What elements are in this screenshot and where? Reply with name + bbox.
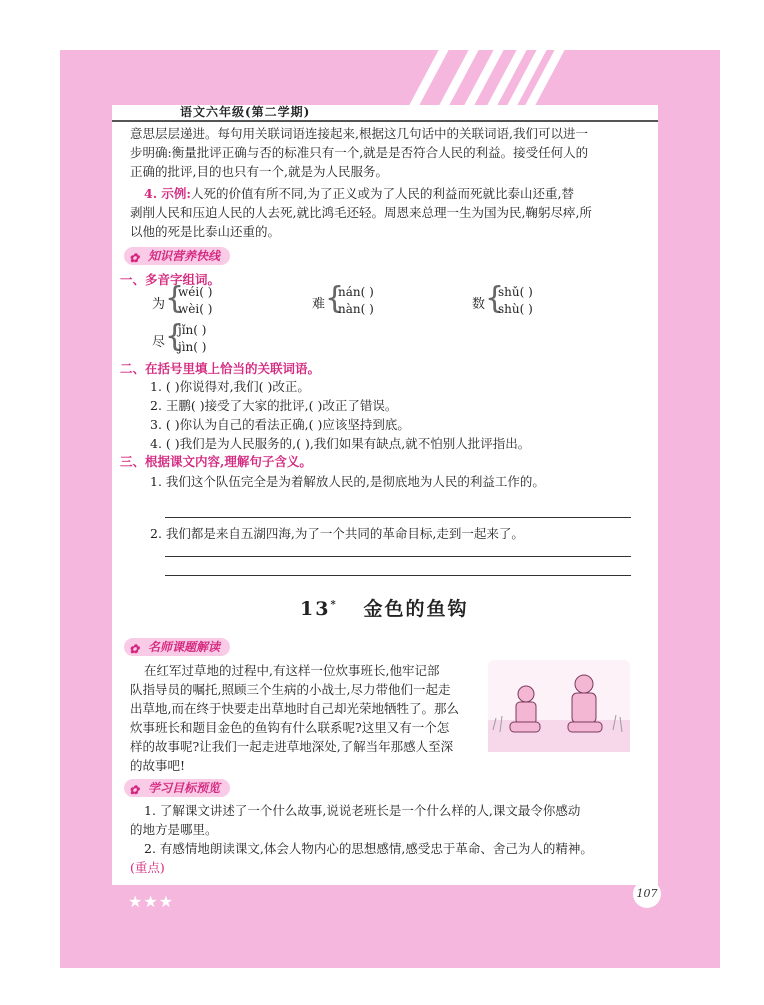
flower-icon: ✿ (129, 642, 140, 656)
page-number: 107 (633, 880, 661, 908)
poly-char-nan: 难 (312, 297, 326, 312)
soldiers-illustration (488, 660, 630, 752)
exercise-3-heading: 三、根据课文内容,理解句子含义。 (120, 454, 312, 469)
brace-icon: { (325, 281, 345, 316)
poly-char-shu: 数 (472, 297, 486, 312)
flower-icon: ✿ (129, 783, 140, 797)
exercise-1-heading: 一、多音字组词。 (120, 272, 221, 287)
fill-item: 4. ( )我们是为人民服务的,( ),我们如果有缺点,就不怕别人批评指出。 (150, 436, 531, 451)
answer-paragraph-4: 4. 示例:人死的价值有所不同,为了正义或为了人民的利益而死就比泰山还重,替 剥削人民和压迫人民的人去死,就比鸿毛还轻。周恩来总理一生为国为民,鞠躬尽瘁,所 以他的死是比泰山还重的。 (130, 186, 592, 239)
section-tag-goals: ✿ 学习目标预览 (124, 779, 230, 797)
running-header: 语文六年级(第二学期) (180, 105, 311, 119)
answer-line (165, 517, 631, 518)
brace-icon: { (165, 281, 185, 316)
exercise-2-heading: 二、在括号里填上恰当的关联词语。 (120, 361, 321, 376)
goals-paragraph: 1. 了解课文讲述了一个什么故事,说说老班长是一个什么样的人,课文最令你感动 的地方是哪里。 2. 有感情地朗读课文,体会人物内心的思想感情,感受忠于革命、舍己为人的精神。 (重点) (130, 803, 593, 875)
poly-reading-nan: nán( ) nàn( ) (338, 285, 374, 316)
fill-item: 2. 王鹏( )接受了大家的批评,( )改正了错误。 (150, 398, 398, 413)
brace-icon: { (485, 281, 505, 316)
decorative-stripes (380, 50, 720, 110)
poly-char-jin: 尽 (152, 335, 166, 350)
answer-line (165, 556, 631, 557)
fill-item: 1. ( )你说得对,我们( )改正。 (150, 379, 310, 394)
header-rule (112, 120, 658, 122)
answer-line (165, 575, 631, 576)
question-1: 1. 我们这个队伍完全是为着解放人民的,是彻底地为人民的利益工作的。 (150, 474, 545, 489)
poly-reading-wei: wéi( ) wèi( ) (178, 285, 213, 316)
difficulty-stars: ★★★ (128, 892, 175, 911)
intro-paragraph: 在红军过草地的过程中,有这样一位炊事班长,他牢记部 队指导员的嘱托,照顾三个生病的小战士,尽力带他们一起走 出草地,而在终于快要走出草地时自己却光荣地牺牲了。那么 炊事班长和题目金色的鱼钩有什么联系呢?这里又有一个怎 样的故事呢?让我们一起走进草地深处,了解当年那感人至深 的故事吧! (130, 663, 459, 773)
question-2: 2. 我们都是来自五湖四海,为了一个共同的革命目标,走到一起来了。 (150, 526, 524, 541)
poly-reading-shu: shǔ( ) shù( ) (498, 285, 533, 316)
lesson-title: 13* 金色的鱼钩 (300, 598, 469, 620)
poly-char-wei: 为 (152, 297, 166, 312)
fill-item: 3. ( )你认为自己的看法正确,( )应该坚持到底。 (150, 417, 410, 432)
answer-paragraph-3: 意思层层递进。每句用关联词语连接起来,根据这几句话中的关联词语,我们可以进一 步明确:衡量批评正确与否的标准只有一个,就是是否符合人民的利益。接受任何人的 正确的批评,目的也只有一个,就是为人民服务。 (130, 126, 589, 179)
fill-in-list (150, 377, 665, 453)
section-tag-knowledge: ✿ 知识营养快线 (124, 247, 230, 265)
section-tag-intro: ✿ 名师课题解读 (124, 638, 230, 656)
brace-icon: { (165, 319, 185, 354)
flower-icon: ✿ (129, 251, 140, 265)
poly-reading-jin: jǐn( ) jìn( ) (178, 323, 207, 354)
